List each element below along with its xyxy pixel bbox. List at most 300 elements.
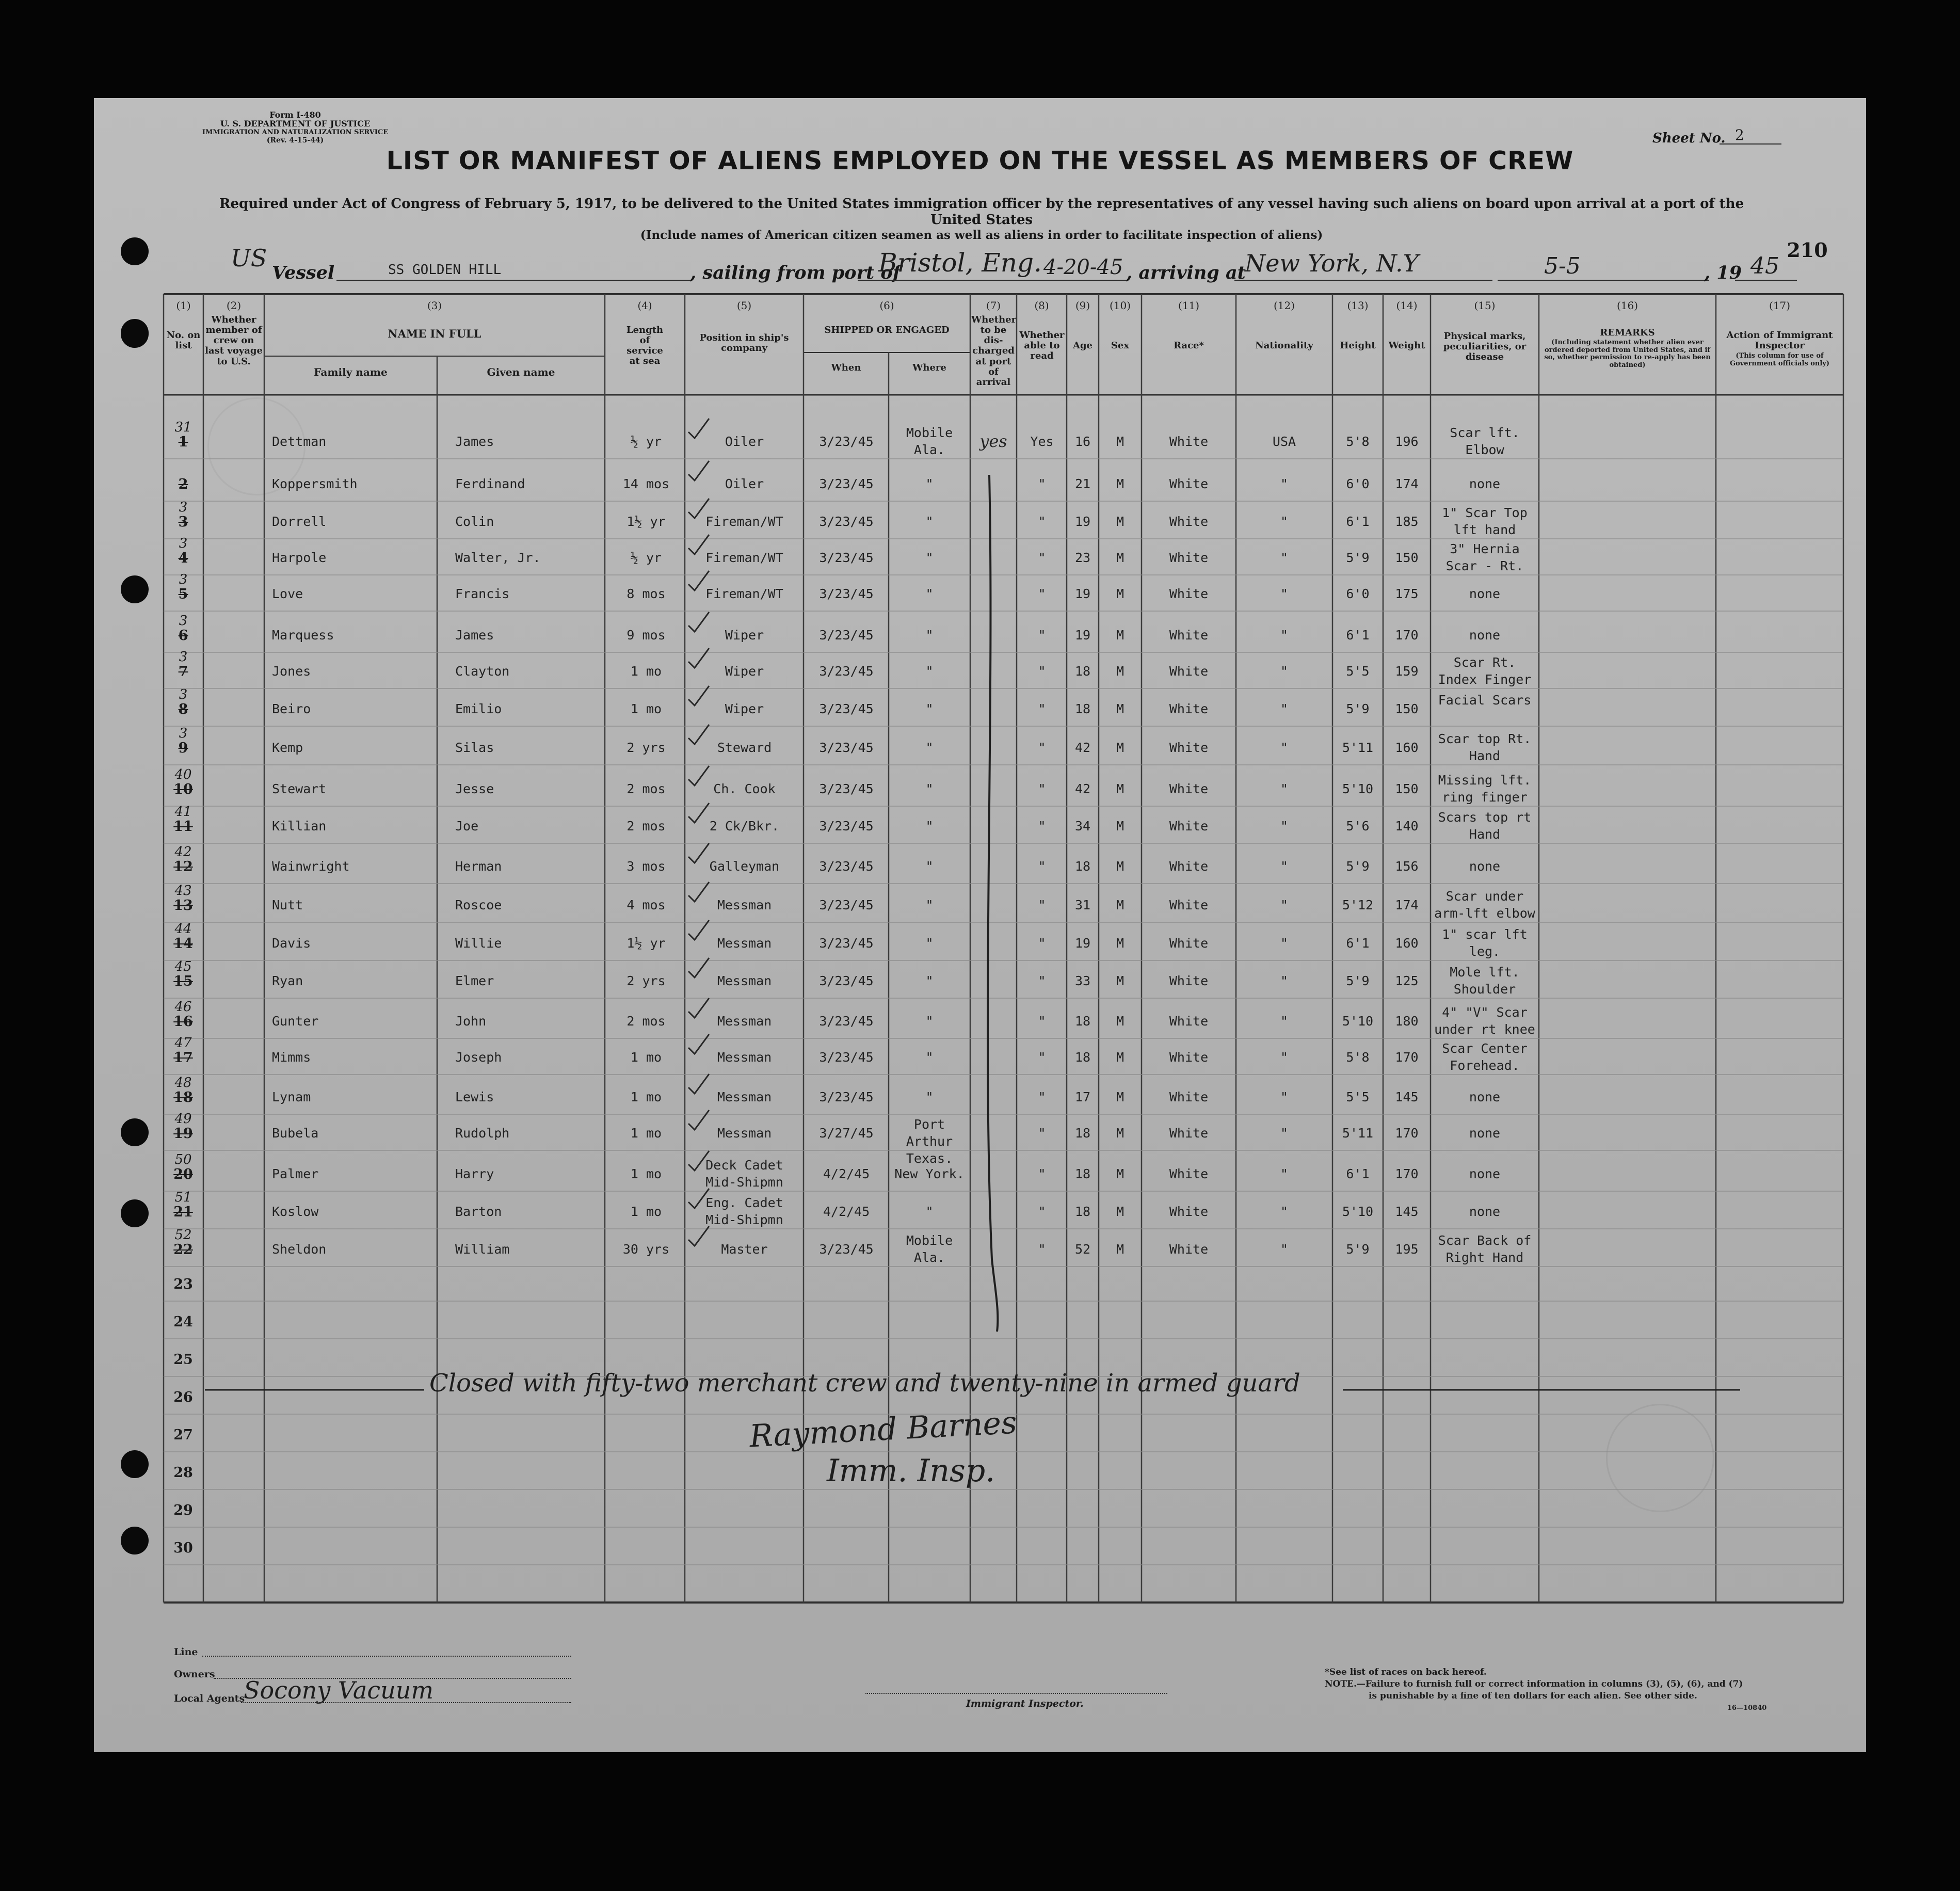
cell-when: 3/23/45 (819, 1242, 874, 1257)
cell-race: White (1169, 859, 1209, 874)
cell-sex: M (1116, 1050, 1124, 1065)
cell-when: 3/23/45 (819, 434, 874, 449)
cell-race: White (1169, 514, 1209, 529)
cell-sex: M (1116, 550, 1124, 565)
cell-height: 5'12 (1342, 898, 1374, 912)
cell-age: 23 (1074, 550, 1091, 565)
cell-race: White (1169, 434, 1209, 449)
cell-height: 5'10 (1342, 1204, 1374, 1219)
cell-family: Jones (272, 664, 311, 679)
cell-race: White (1169, 781, 1209, 796)
cell-weight: 175 (1395, 586, 1419, 601)
manifest-page (94, 98, 1866, 1752)
cell-read: " (1038, 936, 1046, 951)
cell-position: Messman (717, 1014, 772, 1029)
row-handwritten-number: 43 (174, 883, 192, 899)
sheet-label: Sheet No. (1652, 131, 1726, 146)
cell-nationality: " (1280, 781, 1289, 796)
header-name-in-full: NAME IN FULL (388, 327, 481, 340)
row-number: 2 (178, 476, 188, 492)
cell-given: Rudolph (455, 1126, 510, 1141)
cell-read: " (1038, 476, 1046, 491)
cell-service: 1 mo (630, 701, 662, 716)
cell-weight: 174 (1395, 898, 1419, 912)
cell-read: " (1038, 628, 1046, 643)
cell-read: " (1038, 550, 1046, 565)
cell-family: Koslow (272, 1204, 319, 1219)
cell-where: " (925, 514, 934, 529)
row-handwritten-number: 3 (179, 726, 188, 741)
cell-position: Fireman/WT (705, 550, 783, 565)
cell-read: " (1038, 1089, 1046, 1104)
cell-marks: none (1469, 586, 1501, 601)
cell-family: Killian (272, 819, 327, 834)
cell-height: 5'11 (1342, 1126, 1374, 1141)
row-handwritten-number: 3 (179, 613, 188, 629)
cell-height: 5'6 (1346, 819, 1370, 834)
cell-service: 4 mos (626, 898, 666, 912)
row-number: 3 (178, 514, 188, 530)
inspector-label: Immigrant Inspector. (966, 1698, 1084, 1709)
cell-sex: M (1116, 1242, 1124, 1257)
row-number: 22 (173, 1242, 193, 1258)
cell-nationality: " (1280, 476, 1289, 491)
cell-age: 18 (1074, 1126, 1091, 1141)
cell-age: 18 (1074, 1050, 1091, 1065)
row-number: 8 (178, 701, 188, 717)
cell-where: Port Arthur Texas. (906, 1117, 953, 1166)
header-nationality: Nationality (1255, 340, 1313, 351)
cell-age: 18 (1074, 701, 1091, 716)
cell-position: Oiler (725, 434, 764, 449)
cell-read: Yes (1030, 434, 1054, 449)
cell-given: Colin (455, 514, 494, 529)
cell-service: ½ yr (630, 434, 662, 449)
cell-age: 52 (1074, 1242, 1091, 1257)
cell-height: 5'9 (1346, 550, 1370, 565)
cell-given: John (455, 1014, 487, 1029)
closing-line (94, 98, 1866, 1752)
cell-race: White (1169, 819, 1209, 834)
cell-read: " (1038, 1242, 1046, 1257)
cell-service: 30 yrs (622, 1242, 670, 1257)
cell-sex: M (1116, 514, 1124, 529)
cell-position: Oiler (725, 476, 764, 491)
cell-height: 5'9 (1346, 859, 1370, 874)
vessel-label: Vessel (272, 262, 335, 283)
cell-service: 2 yrs (626, 973, 666, 988)
row-number: 16 (173, 1014, 193, 1030)
cell-family: Davis (272, 936, 311, 951)
row-number: 11 (173, 819, 193, 835)
cell-where: " (925, 476, 934, 491)
cell-marks: 4" "V" Scar under rt knee (1434, 1005, 1535, 1037)
cell-nationality: " (1280, 1014, 1289, 1029)
cell-where: " (925, 701, 934, 716)
cell-height: 5'10 (1342, 1014, 1374, 1029)
header-where: Where (912, 362, 946, 373)
cell-service: 3 mos (626, 859, 666, 874)
cell-marks: Scar lft. Elbow (1450, 425, 1520, 457)
cell-race: White (1169, 1126, 1209, 1141)
cell-race: White (1169, 973, 1209, 988)
cell-family: Dettman (272, 434, 327, 449)
cell-marks: 1" scar lft leg. (1442, 927, 1528, 959)
col-num-16: (16) (1616, 299, 1638, 312)
cell-marks: Facial Scars (1438, 693, 1532, 708)
cell-given: Walter, Jr. (455, 550, 541, 565)
cell-service: 1 mo (630, 1089, 662, 1104)
row-number: 17 (173, 1050, 193, 1066)
cell-family: Marquess (272, 628, 334, 643)
row-handwritten-number: 44 (174, 921, 192, 937)
cell-race: White (1169, 1089, 1209, 1104)
cell-read: " (1038, 859, 1046, 874)
header-when: When (831, 362, 861, 373)
page-title: LIST OR MANIFEST OF ALIENS EMPLOYED ON THE VESSEL AS MEMBERS OF CREW (386, 146, 1574, 175)
closing-note: Closed with fifty-two merchant crew and twenty-nine in armed guard (429, 1369, 1300, 1398)
cell-marks: Scar Back of Right Hand (1438, 1233, 1532, 1265)
cell-height: 6'1 (1346, 514, 1370, 529)
cell-sex: M (1116, 1014, 1124, 1029)
cell-when: 3/23/45 (819, 898, 874, 912)
cell-height: 6'0 (1346, 476, 1370, 491)
cell-read: " (1038, 586, 1046, 601)
cell-position: 2 Ck/Bkr. (709, 819, 780, 834)
row-number: 25 (173, 1352, 193, 1368)
cell-age: 19 (1074, 628, 1091, 643)
header-discharged: Whether to be dis-charged at port of arrival (971, 314, 1017, 388)
col-num-11: (11) (1178, 299, 1200, 312)
cell-sex: M (1116, 781, 1124, 796)
cell-service: 8 mos (626, 586, 666, 601)
cell-marks: none (1469, 476, 1501, 491)
cell-read: " (1038, 740, 1046, 755)
cell-weight: 174 (1395, 476, 1419, 491)
cell-weight: 159 (1395, 664, 1419, 679)
cell-weight: 150 (1395, 550, 1419, 565)
row-handwritten-number: 50 (174, 1152, 192, 1167)
cell-service: 9 mos (626, 628, 666, 643)
header-action: Action of Immigrant Inspector (1726, 330, 1833, 351)
cell-sex: M (1116, 476, 1124, 491)
cell-race: White (1169, 1166, 1209, 1181)
cell-age: 19 (1074, 514, 1091, 529)
cell-family: Mimms (272, 1050, 311, 1065)
col-num-8: (8) (1034, 299, 1049, 312)
subtitle-note: (Include names of American citizen seamen as well as aliens in order to facilitate inspection of aliens) (640, 228, 1323, 242)
cell-age: 18 (1074, 1204, 1091, 1219)
cell-service: 1 mo (630, 1204, 662, 1219)
cell-service: 2 mos (626, 819, 666, 834)
cell-family: Love (272, 586, 303, 601)
header-length-service: Length of service at sea (626, 325, 664, 367)
cell-height: 6'1 (1346, 628, 1370, 643)
cell-given: Joe (455, 819, 479, 834)
col-num-9: (9) (1075, 299, 1090, 312)
cell-marks: Mole lft. Shoulder (1450, 965, 1520, 997)
cell-position: Wiper (725, 701, 764, 716)
cell-discharged: yes (979, 431, 1007, 451)
cell-sex: M (1116, 664, 1124, 679)
cell-where: " (925, 781, 934, 796)
cell-height: 5'10 (1342, 781, 1374, 796)
cell-nationality: " (1280, 973, 1289, 988)
sailing-label: , sailing from port of (690, 262, 901, 283)
row-number: 26 (173, 1389, 193, 1405)
cell-race: White (1169, 664, 1209, 679)
cell-read: " (1038, 819, 1046, 834)
row-handwritten-number: 31 (174, 420, 192, 435)
cell-weight: 150 (1395, 701, 1419, 716)
header-given-name: Given name (487, 366, 555, 378)
cell-age: 18 (1074, 859, 1091, 874)
cell-given: James (455, 628, 494, 643)
subtitle-act: Required under Act of Congress of February 5, 1917, to be delivered to the United States immigration officer by the representatives of any vessel having such aliens on board upon arrival at a port of the United States (219, 196, 1744, 228)
cell-weight: 196 (1395, 434, 1419, 449)
cell-service: 2 mos (626, 781, 666, 796)
cell-sex: M (1116, 434, 1124, 449)
header-whether-member: Whether member of crew on last voyage to U.S. (205, 314, 263, 367)
cell-read: " (1038, 514, 1046, 529)
cell-age: 16 (1074, 434, 1091, 449)
cell-where: Mobile Ala. (906, 1233, 953, 1265)
cell-family: Koppersmith (272, 476, 358, 491)
row-number: 13 (173, 898, 193, 914)
cell-where: " (925, 1014, 934, 1029)
row-number: 5 (178, 586, 188, 602)
arriving-label: , arriving at (1126, 262, 1246, 283)
cell-nationality: " (1280, 898, 1289, 912)
cell-marks: Scars top rt Hand (1438, 810, 1532, 842)
cell-given: Ferdinand (455, 476, 525, 491)
cell-given: Harry (455, 1166, 494, 1181)
cell-marks: none (1469, 628, 1501, 643)
row-handwritten-number: 40 (174, 767, 192, 782)
row-handwritten-number: 3 (179, 687, 188, 702)
header-family-name: Family name (314, 366, 388, 378)
cell-service: 1 mo (630, 1126, 662, 1141)
cell-weight: 170 (1395, 628, 1419, 643)
cell-height: 5'5 (1346, 1089, 1370, 1104)
row-number: 21 (173, 1204, 193, 1220)
cell-nationality: " (1280, 859, 1289, 874)
header-action-sub: (This column for use of Government officials only) (1729, 352, 1829, 367)
arrival-date: 5-5 (1544, 253, 1581, 279)
col-num-3: (3) (427, 299, 442, 312)
cell-when: 3/23/45 (819, 973, 874, 988)
cell-when: 3/23/45 (819, 1050, 874, 1065)
header-position: Position in ship's company (699, 332, 789, 354)
cell-marks: none (1469, 1089, 1501, 1104)
row-number: 9 (178, 740, 188, 756)
form-number: Form I-480 (269, 110, 321, 120)
cell-marks: 3" Hernia Scar - Rt. (1445, 541, 1524, 573)
cell-race: White (1169, 1050, 1209, 1065)
cell-marks: Missing lft. ring finger (1438, 773, 1532, 805)
cell-race: White (1169, 550, 1209, 565)
cell-weight: 170 (1395, 1050, 1419, 1065)
cell-family: Harpole (272, 550, 327, 565)
cell-where: " (925, 1050, 934, 1065)
cell-position: Steward (717, 740, 772, 755)
cell-given: Willie (455, 936, 502, 951)
cell-nationality: " (1280, 1050, 1289, 1065)
row-handwritten-number: 52 (174, 1227, 192, 1243)
cell-weight: 185 (1395, 514, 1419, 529)
cell-where: " (925, 628, 934, 643)
cell-position: Messman (717, 936, 772, 951)
cell-position: Wiper (725, 628, 764, 643)
cell-race: White (1169, 740, 1209, 755)
row-number: 27 (173, 1427, 193, 1443)
cell-position: Eng. Cadet Mid-Shipmn (705, 1195, 783, 1227)
cell-race: White (1169, 1014, 1209, 1029)
header-remarks-sub: (Including statement whether alien ever ordered deported from United States, and if so, whether permission to re-apply has been obtained) (1544, 339, 1711, 369)
cell-when: 3/23/45 (819, 1089, 874, 1104)
cell-given: James (455, 434, 494, 449)
cell-weight: 140 (1395, 819, 1419, 834)
cell-given: Lewis (455, 1089, 494, 1104)
row-number: 18 (173, 1089, 193, 1105)
cell-read: " (1038, 701, 1046, 716)
cell-read: " (1038, 1014, 1046, 1029)
cell-marks: none (1469, 1204, 1501, 1219)
cell-given: Barton (455, 1204, 502, 1219)
row-handwritten-number: 3 (179, 572, 188, 587)
cell-where: " (925, 898, 934, 912)
cell-when: 3/23/45 (819, 701, 874, 716)
cell-family: Ryan (272, 973, 303, 988)
row-number: 19 (173, 1126, 193, 1142)
cell-given: Roscoe (455, 898, 502, 912)
cell-when: 4/2/45 (823, 1166, 870, 1181)
year-prefix: , 19 (1704, 262, 1742, 283)
inspector-underline (865, 1693, 1167, 1694)
row-handwritten-number: 51 (174, 1190, 192, 1205)
cell-age: 31 (1074, 898, 1091, 912)
row-number: 4 (178, 550, 188, 566)
cell-marks: 1" Scar Top lft hand (1442, 505, 1528, 537)
cell-given: Joseph (455, 1050, 502, 1065)
col-num-10: (10) (1109, 299, 1131, 312)
row-number: 24 (173, 1314, 193, 1330)
cell-where: " (925, 550, 934, 565)
cell-read: " (1038, 973, 1046, 988)
row-number: 12 (173, 859, 193, 875)
row-number: 7 (178, 664, 188, 680)
fine-note: NOTE.—Failure to furnish full or correct information in columns (3), (5), (6), and (7) (1325, 1679, 1743, 1689)
cell-sex: M (1116, 586, 1124, 601)
col-num-15: (15) (1474, 299, 1496, 312)
cell-read: " (1038, 1204, 1046, 1219)
agents-label: Local Agents (174, 1693, 245, 1704)
cell-service: 1½ yr (626, 514, 666, 529)
cell-height: 5'8 (1346, 434, 1370, 449)
cell-age: 21 (1074, 476, 1091, 491)
row-handwritten-number: 3 (179, 536, 188, 551)
row-number: 15 (173, 973, 193, 989)
row-handwritten-number: 41 (174, 804, 192, 820)
cell-service: 1 mo (630, 664, 662, 679)
cell-age: 17 (1074, 1089, 1091, 1104)
cell-family: Gunter (272, 1014, 319, 1029)
col-num-7: (7) (986, 299, 1001, 312)
cell-height: 6'1 (1346, 936, 1370, 951)
cell-position: Ch. Cook (713, 781, 776, 796)
cell-position: Messman (717, 1089, 772, 1104)
cell-when: 3/23/45 (819, 664, 874, 679)
cell-weight: 145 (1395, 1089, 1419, 1104)
from-port: Bristol, Eng. (878, 248, 1042, 278)
cell-age: 34 (1074, 819, 1091, 834)
cell-sex: M (1116, 628, 1124, 643)
row-number: 10 (173, 781, 193, 797)
cell-race: White (1169, 1242, 1209, 1257)
department: U. S. DEPARTMENT OF JUSTICE (220, 119, 371, 129)
cell-nationality: " (1280, 1089, 1289, 1104)
cell-marks: Scar under arm-lft elbow (1434, 889, 1535, 921)
cell-height: 5'9 (1346, 973, 1370, 988)
cell-weight: 145 (1395, 1204, 1419, 1219)
cell-sex: M (1116, 1204, 1124, 1219)
cell-age: 19 (1074, 586, 1091, 601)
header-no-on-list: No. on list (166, 330, 201, 351)
cell-position: Messman (717, 1050, 772, 1065)
cell-when: 3/23/45 (819, 1014, 874, 1029)
cell-height: 6'1 (1346, 1166, 1370, 1181)
header-sex: Sex (1111, 340, 1130, 351)
cell-weight: 150 (1395, 781, 1419, 796)
cell-race: White (1169, 701, 1209, 716)
cell-race: White (1169, 898, 1209, 912)
line-underline (202, 1656, 571, 1657)
cell-given: Elmer (455, 973, 494, 988)
page-number: 210 (1787, 238, 1828, 262)
cell-service: 1 mo (630, 1050, 662, 1065)
cell-when: 3/23/45 (819, 936, 874, 951)
cell-height: 5'9 (1346, 701, 1370, 716)
cell-sex: M (1116, 819, 1124, 834)
owners-label: Owners (174, 1669, 215, 1680)
cell-position: Fireman/WT (705, 514, 783, 529)
cell-age: 19 (1074, 936, 1091, 951)
cell-family: Stewart (272, 781, 327, 796)
cell-age: 18 (1074, 1166, 1091, 1181)
cell-marks: Scar Rt. Index Finger (1438, 655, 1532, 687)
agents-value: Socony Vacuum (244, 1676, 433, 1704)
cell-when: 3/23/45 (819, 628, 874, 643)
row-handwritten-number: 47 (174, 1035, 192, 1051)
header-marks: Physical marks, peculiarities, or disease (1443, 331, 1527, 363)
cell-where: " (925, 1204, 934, 1219)
cell-nationality: " (1280, 586, 1289, 601)
cell-when: 3/23/45 (819, 819, 874, 834)
line-label: Line (174, 1646, 198, 1658)
col-num-2: (2) (226, 299, 242, 312)
cell-read: " (1038, 781, 1046, 796)
cell-nationality: " (1280, 1242, 1289, 1257)
cell-position: Messman (717, 898, 772, 912)
cell-where: " (925, 740, 934, 755)
row-handwritten-number: 49 (174, 1111, 192, 1127)
row-number: 14 (173, 936, 193, 952)
cell-when: 3/23/45 (819, 476, 874, 491)
vessel-name: SS GOLDEN HILL (388, 262, 502, 278)
cell-where: " (925, 1089, 934, 1104)
row-number: 6 (178, 628, 188, 644)
cell-family: Wainwright (272, 859, 350, 874)
